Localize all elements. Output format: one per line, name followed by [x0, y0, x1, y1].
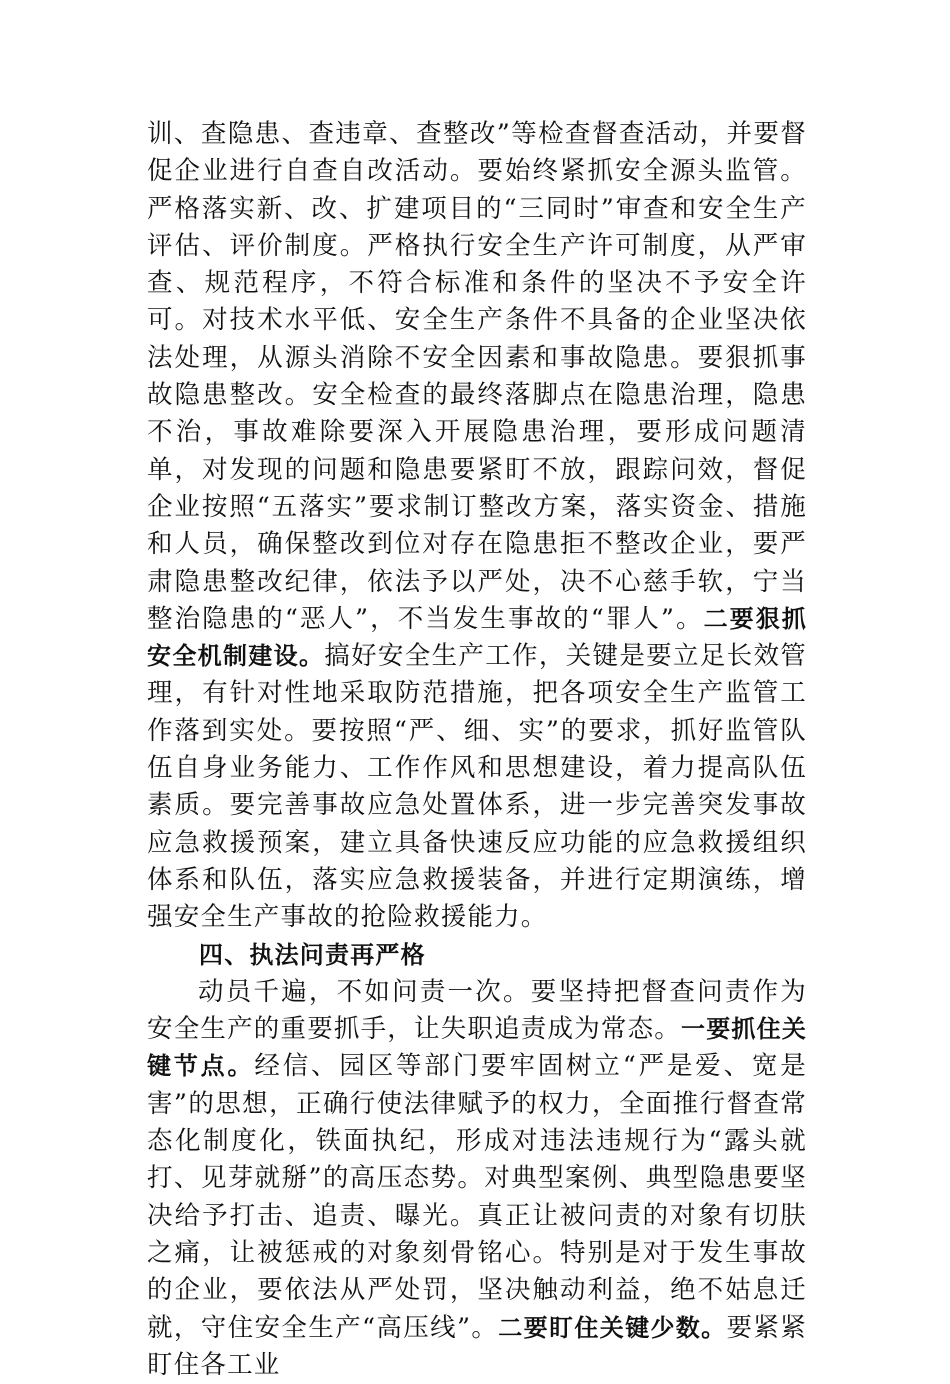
bold-subheading: 二要盯住关键少数。 — [498, 1313, 727, 1342]
bold-subheading: 二要狠抓安全机制建设。 — [147, 604, 807, 671]
document-body — [147, 116, 807, 1384]
paragraph — [147, 974, 807, 1384]
paragraph-text: 训、查隐患、查违章、查整改”等检查督查活动，并要督促企业进行自查自改活动。要始终紧抓安全源头监管。严格落实新、改、扩建项目的“三同时”审查和安全生产评估、评价制度。严格执行安全生产许可制度，从严审查、规范程序，不符合标准和条件的坚决不予安全许可。对技术水平低、安全生产条件不具备的企业坚决依法处理，从源头消除不安全因素和事故隐患。要狠抓事故隐患整改。安全检查的最终落脚点在隐患治理，隐患不治，事故难除要深入开展隐患治理，要形成问题清单，对发现的问题和隐患要紧盯不放，跟踪问效，督促企业按照“五落实”要求制订整改方案，落实资金、措施和人员，确保整改到位对存在隐患拒不整改企业，要严肃隐患整改纪律，依法予以严处，决不心慈手软，宁当整治隐患的“恶人”，不当发生事故的“罪人”。 — [147, 119, 807, 634]
bold-subheading: 一要抓住关键节点。 — [147, 1015, 808, 1081]
paragraph-text: 动员千遍，不如问责一次。要坚持把督查问责作为安全生产的重要抓手，让失职追责成为常态。 — [147, 976, 807, 1045]
paragraph-text: 要紧紧盯住各工业 — [147, 1312, 807, 1380]
paragraph-text: 搞好安全生产工作，关键是要立足长效管理，有针对性地采取防范措施，把各项安全生产监管工作落到实处。要按照“严、细、实”的要求，抓好监管队伍自身业务能力、工作作风和思想建设，着力提高队伍素质。要完善事故应急处置体系，进一步完善突发事故应急救援预案，建立具备快速反应功能的应急救援组织体系和队伍，落实应急救援装备，并进行定期演练，增强安全生产事故的抢险救援能力。 — [147, 641, 807, 933]
paragraph-text: 经信、园区等部门要牢固树立“严是爱、宽是害”的思想，正确行使法律赋予的权力，全面推行督查常态化制度化，铁面执纪，形成对违法违规行为“露头就打、见芽就掰”的高压态势。对典型案例、典型隐患要坚决给予打击、追责、曝光。真正让被问责的对象有切肤之痛，让被惩戒的对象刻骨铭心。特别是对于发生事故的企业，要依法从严处罚，坚决触动利益，绝不姑息迁就，守住安全生产“高压线”。 — [147, 1051, 807, 1343]
paragraph-continuation — [147, 116, 807, 937]
section-heading: 四、执法问责再严格 — [199, 940, 426, 969]
